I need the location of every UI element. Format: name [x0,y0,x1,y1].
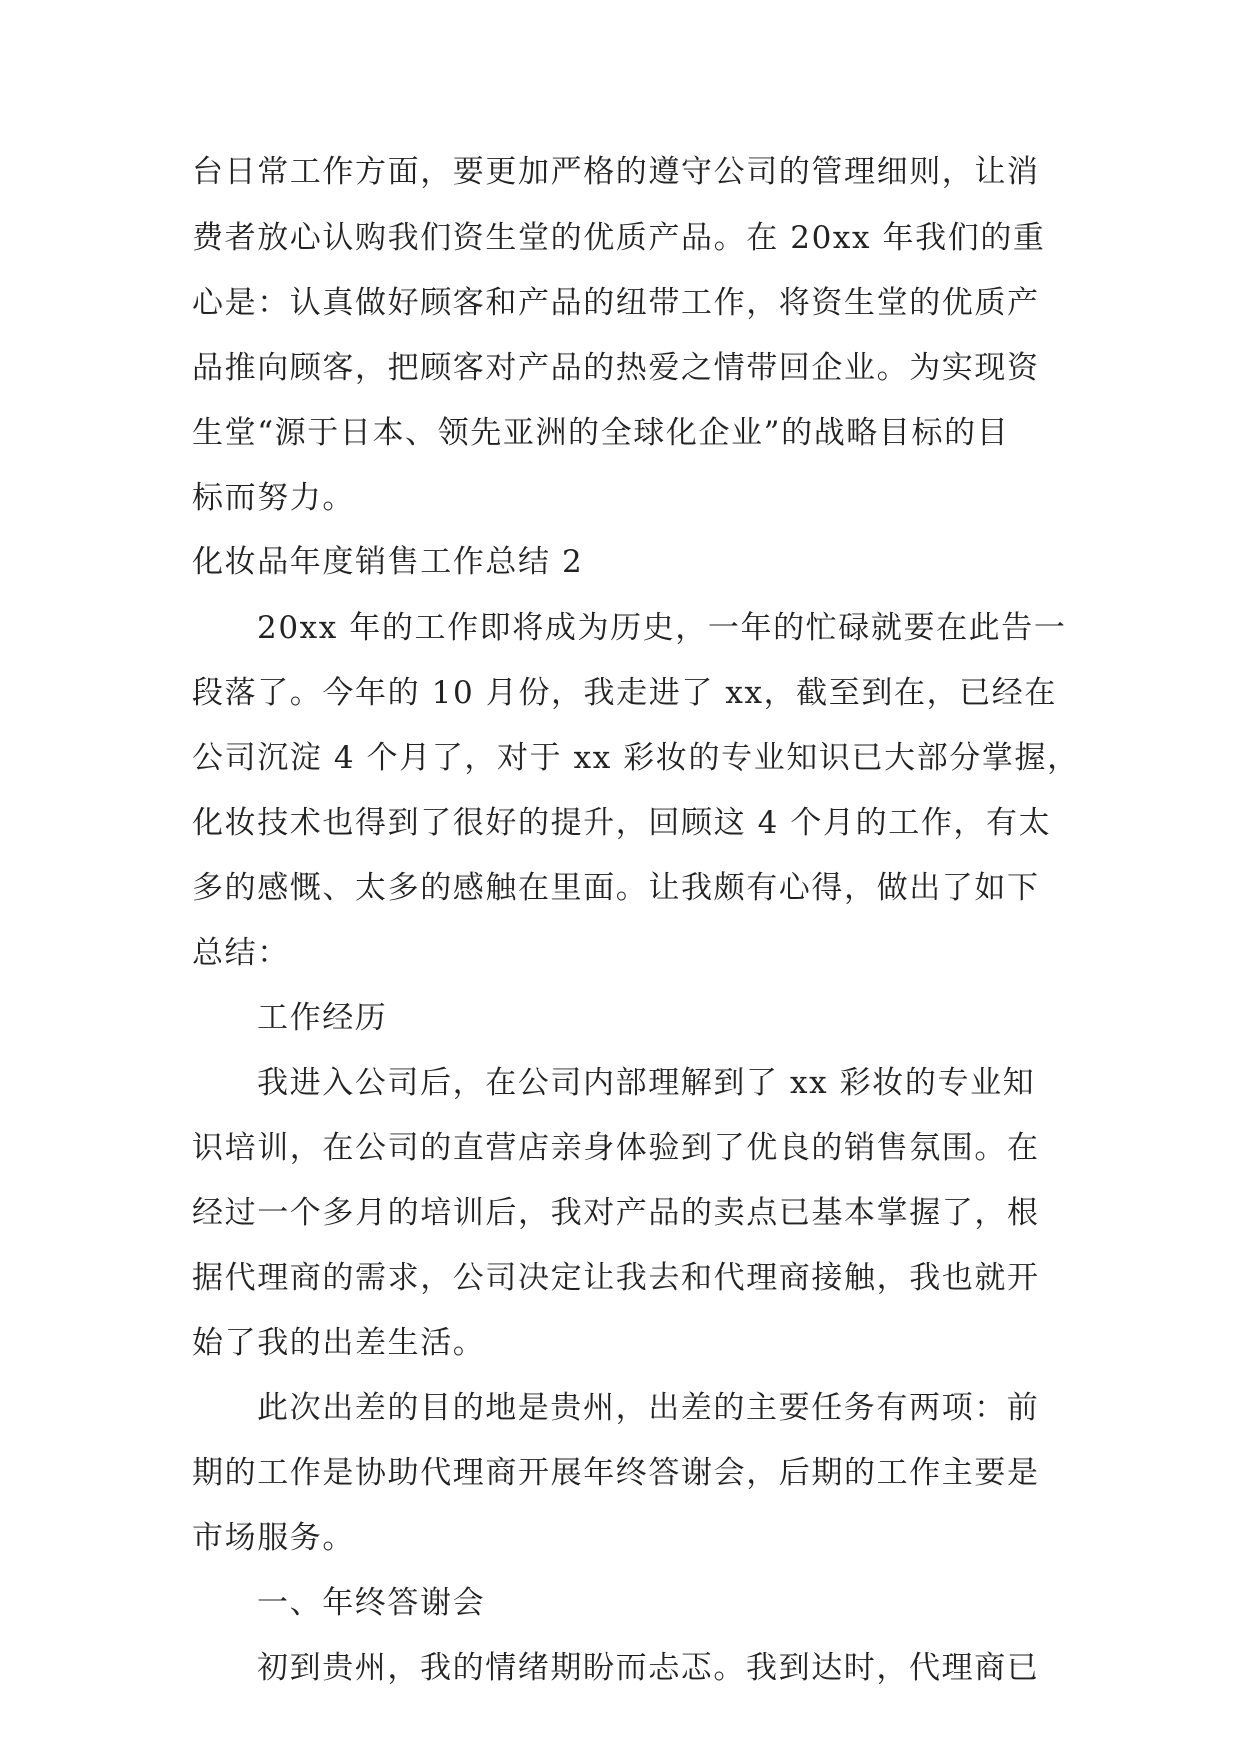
body-text-line: 化妆技术也得到了很好的提升，回顾这 4 个月的工作，有太 [192,805,1052,841]
body-text-line: 台日常工作方面，要更加严格的遵守公司的管理细则，让消 [192,154,1040,190]
paragraph-first-line: 20xx 年的工作即将成为历史，一年的忙碌就要在此告一 [257,610,1067,646]
body-text-line: 标而努力。 [192,480,355,516]
body-text-line: 识培训，在公司的直营店亲身体验到了优良的销售氛围。在 [192,1130,1040,1166]
body-text-line: 费者放心认购我们资生堂的优质产品。在 20xx 年我们的重 [192,220,1046,256]
body-text-line: 经过一个多月的培训后，我对产品的卖点已基本掌握了，根 [192,1195,1040,1231]
body-text-line: 心是：认真做好顾客和产品的纽带工作，将资生堂的优质产 [192,285,1040,321]
body-text-line: 多的感慨、太多的感触在里面。让我颇有心得，做出了如下 [192,870,1040,906]
body-text-line: 据代理商的需求，公司决定让我去和代理商接触，我也就开 [192,1260,1040,1296]
subheading: 工作经历 [257,1000,388,1036]
body-text-line: 公司沉淀 4 个月了，对于 xx 彩妆的专业知识已大部分掌握， [192,740,1080,776]
body-text-line: 生堂“源于日本、领先亚洲的全球化企业”的战略目标的目 [192,415,1010,451]
body-text-line: 始了我的出差生活。 [192,1325,486,1361]
body-text-line: 段落了。今年的 10 月份，我走进了 xx，截至到在，已经在 [192,675,1057,711]
paragraph-first-line: 初到贵州，我的情绪期盼而忐忑。我到达时，代理商已 [257,1650,1040,1686]
paragraph-first-line: 此次出差的目的地是贵州，出差的主要任务有两项：前 [257,1390,1040,1426]
subheading: 一、年终答谢会 [257,1585,486,1621]
section-heading: 化妆品年度销售工作总结 2 [192,544,584,580]
body-text-line: 期的工作是协助代理商开展年终答谢会，后期的工作主要是 [192,1455,1040,1491]
body-text-line: 总结： [192,935,290,971]
paragraph-first-line: 我进入公司后，在公司内部理解到了 xx 彩妆的专业知 [257,1065,1036,1101]
body-text-line: 市场服务。 [192,1520,355,1556]
body-text-line: 品推向顾客，把顾客对产品的热爱之情带回企业。为实现资 [192,350,1040,386]
